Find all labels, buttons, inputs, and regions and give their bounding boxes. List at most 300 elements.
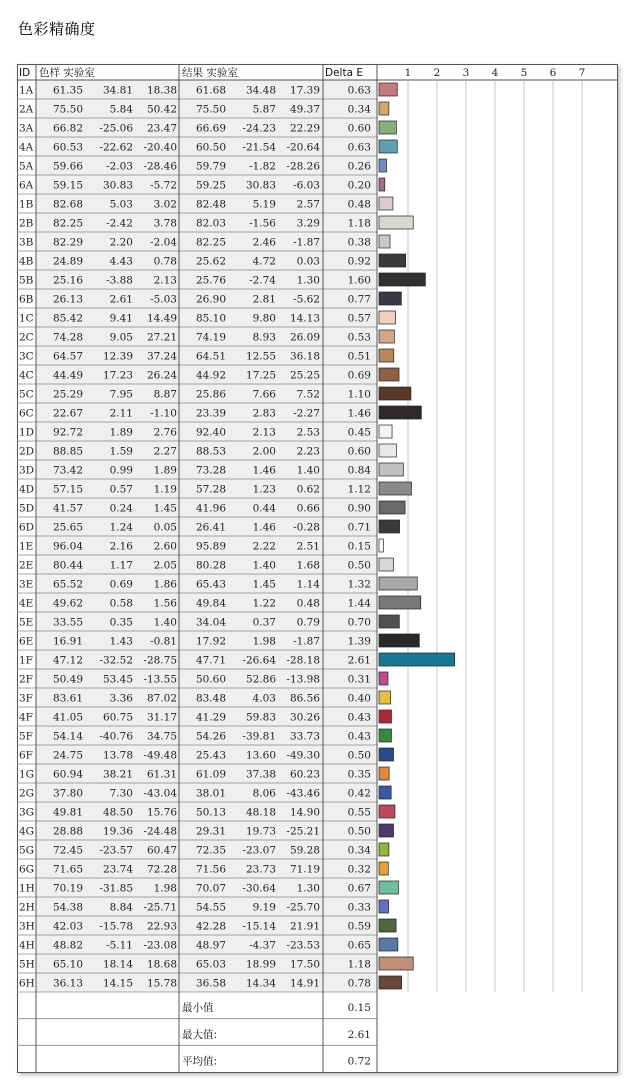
delta-e-bar <box>379 957 413 970</box>
delta-e-bar <box>379 254 406 267</box>
delta-e-value: 1.60 <box>347 274 371 287</box>
target-lab-value: 28.88 <box>52 825 83 838</box>
x-tick-label: 7 <box>578 67 586 79</box>
footer-label: 最小值 <box>182 1002 214 1015</box>
row-id: 5H <box>19 958 35 971</box>
target-lab-value: -28.75 <box>143 654 177 667</box>
result-lab-value: 38.01 <box>195 787 226 800</box>
result-lab-value: 37.38 <box>245 768 276 781</box>
row-id: 4E <box>19 597 34 610</box>
result-lab-value: 1.46 <box>252 464 276 477</box>
result-lab-value: 5.87 <box>252 103 276 116</box>
target-lab-value: 1.24 <box>109 521 133 534</box>
target-lab-value: 59.15 <box>52 179 83 192</box>
x-tick-label: 5 <box>520 67 528 79</box>
result-lab-value: 2.13 <box>252 426 276 439</box>
target-lab-value: 73.42 <box>52 464 83 477</box>
delta-e-value: 0.40 <box>347 692 371 705</box>
x-tick-label: 1 <box>404 67 412 79</box>
row-id: 6F <box>19 749 33 762</box>
delta-e-value: 0.77 <box>347 293 371 306</box>
result-lab-value: 48.97 <box>195 939 226 952</box>
target-lab-value: 0.69 <box>109 578 133 591</box>
delta-e-value: 0.65 <box>347 939 371 952</box>
target-lab-value: 75.50 <box>52 103 83 116</box>
header-result: 结果 实验室 <box>182 67 238 79</box>
delta-e-value: 1.12 <box>347 483 371 496</box>
target-lab-value: 2.11 <box>109 407 133 420</box>
result-lab-value: 1.98 <box>252 635 276 648</box>
target-lab-value: 17.23 <box>102 369 133 382</box>
result-lab-value: -43.46 <box>286 787 320 800</box>
target-lab-value: 1.19 <box>153 483 177 496</box>
delta-e-bar <box>379 444 396 457</box>
result-lab-value: 4.72 <box>252 255 276 268</box>
row-id: 1E <box>19 540 34 553</box>
target-lab-value: 61.31 <box>146 768 177 781</box>
result-lab-value: 0.03 <box>296 255 320 268</box>
target-lab-value: 0.99 <box>109 464 133 477</box>
delta-e-value: 1.10 <box>347 388 371 401</box>
result-lab-value: 71.56 <box>195 863 226 876</box>
result-lab-value: 2.51 <box>296 540 320 553</box>
delta-e-bar <box>379 634 419 647</box>
result-lab-value: 12.55 <box>245 350 276 363</box>
row-id: 3H <box>19 920 35 933</box>
row-id: 1G <box>19 768 35 781</box>
result-lab-value: -24.23 <box>242 122 276 135</box>
delta-e-value: 0.53 <box>347 331 371 344</box>
footer-value: 0.72 <box>347 1055 371 1068</box>
result-lab-value: 42.28 <box>195 920 226 933</box>
target-lab-value: -2.04 <box>150 236 177 249</box>
result-lab-value: 34.48 <box>245 84 276 97</box>
target-lab-value: 50.49 <box>52 673 83 686</box>
delta-e-bar <box>379 672 388 685</box>
target-lab-value: 9.41 <box>109 312 133 325</box>
target-lab-value: 44.49 <box>52 369 83 382</box>
result-lab-value: 34.04 <box>195 616 226 629</box>
result-lab-value: -1.87 <box>293 236 320 249</box>
target-lab-value: 2.27 <box>153 445 177 458</box>
header-delta: Delta E <box>325 67 363 79</box>
row-id: 3D <box>19 464 35 477</box>
target-lab-value: 60.53 <box>52 141 83 154</box>
x-tick-label: 2 <box>433 67 441 79</box>
target-lab-value: 1.17 <box>109 559 133 572</box>
x-tick-label: 4 <box>491 67 499 79</box>
result-lab-value: 13.60 <box>245 749 276 762</box>
target-lab-value: 22.93 <box>146 920 177 933</box>
delta-e-value: 0.55 <box>347 806 371 819</box>
delta-e-bar <box>379 976 402 989</box>
result-lab-value: 23.73 <box>245 863 276 876</box>
result-lab-value: 0.37 <box>252 616 276 629</box>
result-lab-value: 75.50 <box>195 103 226 116</box>
delta-e-value: 0.34 <box>347 844 371 857</box>
target-lab-value: 47.12 <box>52 654 83 667</box>
result-lab-value: 25.86 <box>195 388 226 401</box>
row-id: 2G <box>19 787 35 800</box>
result-lab-value: 49.37 <box>289 103 320 116</box>
result-lab-value: 0.48 <box>296 597 320 610</box>
result-lab-value: 83.48 <box>195 692 226 705</box>
target-lab-value: 27.21 <box>146 331 177 344</box>
result-lab-value: 7.66 <box>252 388 276 401</box>
result-lab-value: 9.80 <box>252 312 276 325</box>
delta-e-value: 0.31 <box>347 673 371 686</box>
target-lab-value: 72.45 <box>52 844 83 857</box>
page-title: 色彩精确度 <box>18 20 96 38</box>
target-lab-value: 2.60 <box>153 540 177 553</box>
result-lab-value: 1.30 <box>296 274 320 287</box>
result-lab-value: 41.29 <box>195 711 226 724</box>
target-lab-value: 0.58 <box>109 597 133 610</box>
delta-e-bar <box>379 482 411 495</box>
result-lab-value: 30.83 <box>245 179 276 192</box>
target-lab-value: -2.03 <box>106 160 133 173</box>
delta-e-value: 0.63 <box>347 84 371 97</box>
target-lab-value: 18.38 <box>146 84 177 97</box>
target-lab-value: 1.59 <box>109 445 133 458</box>
target-lab-value: -23.57 <box>99 844 133 857</box>
delta-e-bar <box>379 292 401 305</box>
delta-e-value: 1.32 <box>347 578 371 591</box>
row-id: 3E <box>19 578 34 591</box>
target-lab-value: 54.14 <box>52 730 83 743</box>
result-lab-value: 54.26 <box>195 730 226 743</box>
row-id: 6H <box>19 977 35 990</box>
target-lab-value: 50.42 <box>146 103 177 116</box>
target-lab-value: 41.57 <box>52 502 83 515</box>
delta-e-value: 0.60 <box>347 445 371 458</box>
result-lab-value: -13.98 <box>286 673 320 686</box>
target-lab-value: 60.94 <box>52 768 83 781</box>
target-lab-value: -5.72 <box>150 179 177 192</box>
target-lab-value: 41.05 <box>52 711 83 724</box>
result-lab-value: 14.13 <box>289 312 320 325</box>
target-lab-value: 49.81 <box>52 806 83 819</box>
target-lab-value: -2.42 <box>106 217 133 230</box>
result-lab-value: 25.62 <box>195 255 226 268</box>
target-lab-value: 31.17 <box>146 711 177 724</box>
result-lab-value: 52.86 <box>245 673 276 686</box>
delta-e-bar <box>379 862 388 875</box>
delta-e-value: 0.63 <box>347 141 371 154</box>
target-lab-value: 30.83 <box>102 179 133 192</box>
target-lab-value: 82.68 <box>52 198 83 211</box>
row-id: 4D <box>19 483 35 496</box>
target-lab-value: -25.06 <box>99 122 133 135</box>
target-lab-value: 53.45 <box>102 673 133 686</box>
target-lab-value: 65.52 <box>52 578 83 591</box>
target-lab-value: 2.20 <box>109 236 133 249</box>
delta-e-value: 0.50 <box>347 559 371 572</box>
target-lab-value: 4.43 <box>109 255 133 268</box>
delta-e-bar <box>379 121 396 134</box>
result-lab-value: 23.39 <box>195 407 226 420</box>
row-id: 2B <box>19 217 34 230</box>
result-lab-value: 36.58 <box>195 977 226 990</box>
target-lab-value: 0.35 <box>109 616 133 629</box>
footer-label: 平均值: <box>182 1055 218 1068</box>
target-lab-value: 34.75 <box>146 730 177 743</box>
delta-e-value: 0.34 <box>347 103 371 116</box>
target-lab-value: 57.15 <box>52 483 83 496</box>
result-lab-value: 14.91 <box>289 977 320 990</box>
target-lab-value: 25.65 <box>52 521 83 534</box>
target-lab-value: 48.50 <box>102 806 133 819</box>
target-lab-value: 61.35 <box>52 84 83 97</box>
target-lab-value: -25.71 <box>143 901 177 914</box>
row-id: 6C <box>19 407 34 420</box>
target-lab-value: 9.05 <box>109 331 133 344</box>
result-lab-value: 82.25 <box>195 236 226 249</box>
result-lab-value: 88.53 <box>195 445 226 458</box>
result-lab-value: 5.19 <box>252 198 276 211</box>
delta-e-value: 0.51 <box>347 350 371 363</box>
result-lab-value: 4.03 <box>252 692 276 705</box>
target-lab-value: 82.29 <box>52 236 83 249</box>
delta-e-value: 1.39 <box>347 635 371 648</box>
result-lab-value: -26.64 <box>242 654 276 667</box>
row-id: 3G <box>19 806 35 819</box>
delta-e-bar <box>379 501 405 514</box>
delta-e-bar <box>379 824 394 837</box>
result-lab-value: -28.18 <box>286 654 320 667</box>
row-id: 1H <box>19 882 35 895</box>
row-id: 2C <box>19 331 34 344</box>
result-lab-value: -2.27 <box>293 407 320 420</box>
target-lab-value: -5.11 <box>106 939 133 952</box>
delta-e-bar <box>379 102 389 115</box>
delta-e-bar <box>379 805 395 818</box>
x-tick-label: 3 <box>462 67 470 79</box>
delta-e-bar <box>379 653 455 666</box>
target-lab-value: 19.36 <box>102 825 133 838</box>
target-lab-value: 2.13 <box>153 274 177 287</box>
target-lab-value: 24.75 <box>52 749 83 762</box>
target-lab-value: 15.76 <box>146 806 177 819</box>
result-lab-value: 14.34 <box>245 977 276 990</box>
row-id: 6D <box>19 521 35 534</box>
delta-e-bar <box>379 520 400 533</box>
result-lab-value: 17.92 <box>195 635 226 648</box>
header-id: ID <box>19 67 31 79</box>
row-id: 1B <box>19 198 34 211</box>
result-lab-value: 2.23 <box>296 445 320 458</box>
row-id: 3C <box>19 350 34 363</box>
target-lab-value: 33.55 <box>52 616 83 629</box>
row-id: 6B <box>19 293 34 306</box>
result-lab-value: 30.26 <box>289 711 320 724</box>
result-lab-value: 1.30 <box>296 882 320 895</box>
target-lab-value: 7.30 <box>109 787 133 800</box>
row-id: 2F <box>19 673 33 686</box>
result-lab-value: 0.79 <box>296 616 320 629</box>
target-lab-value: 85.42 <box>52 312 83 325</box>
delta-e-bar <box>379 463 403 476</box>
delta-e-bar <box>379 596 421 609</box>
row-id: 5D <box>19 502 35 515</box>
target-lab-value: 60.75 <box>102 711 133 724</box>
row-id: 5F <box>19 730 33 743</box>
target-lab-value: 3.36 <box>109 692 133 705</box>
target-lab-value: 88.85 <box>52 445 83 458</box>
row-id: 6A <box>19 179 34 192</box>
delta-e-value: 2.61 <box>347 654 371 667</box>
row-id: 3B <box>19 236 34 249</box>
target-lab-value: 37.80 <box>52 787 83 800</box>
target-lab-value: 8.84 <box>109 901 133 914</box>
target-lab-value: -24.48 <box>143 825 177 838</box>
result-lab-value: 9.19 <box>252 901 276 914</box>
result-lab-value: 1.68 <box>296 559 320 572</box>
target-lab-value: -20.40 <box>143 141 177 154</box>
result-lab-value: -25.21 <box>286 825 320 838</box>
target-lab-value: 83.61 <box>52 692 83 705</box>
row-id: 5B <box>19 274 34 287</box>
delta-e-bar <box>379 330 394 343</box>
delta-e-bar <box>379 273 425 286</box>
target-lab-value: 8.87 <box>153 388 177 401</box>
result-lab-value: 49.84 <box>195 597 226 610</box>
delta-e-bar <box>379 729 391 742</box>
target-lab-value: 7.95 <box>109 388 133 401</box>
result-lab-value: 17.50 <box>289 958 320 971</box>
delta-e-bar <box>379 311 396 324</box>
result-lab-value: -25.70 <box>286 901 320 914</box>
target-lab-value: 66.82 <box>52 122 83 135</box>
delta-e-bar <box>379 368 399 381</box>
row-id: 3A <box>19 122 34 135</box>
target-lab-value: -15.78 <box>99 920 133 933</box>
result-lab-value: 2.46 <box>252 236 276 249</box>
result-lab-value: 74.19 <box>195 331 226 344</box>
delta-e-bar <box>379 140 397 153</box>
delta-e-bar <box>379 691 391 704</box>
target-lab-value: 87.02 <box>146 692 177 705</box>
target-lab-value: 80.44 <box>52 559 83 572</box>
result-lab-value: 26.90 <box>195 293 226 306</box>
target-lab-value: 2.16 <box>109 540 133 553</box>
target-lab-value: 16.91 <box>52 635 83 648</box>
result-lab-value: 14.90 <box>289 806 320 819</box>
delta-e-bar <box>379 349 394 362</box>
result-lab-value: 2.83 <box>252 407 276 420</box>
delta-e-value: 0.50 <box>347 825 371 838</box>
target-lab-value: 25.29 <box>52 388 83 401</box>
target-lab-value: 42.03 <box>52 920 83 933</box>
result-lab-value: 82.48 <box>195 198 226 211</box>
row-id: 5C <box>19 388 34 401</box>
result-lab-value: 61.09 <box>195 768 226 781</box>
target-lab-value: 1.98 <box>153 882 177 895</box>
result-lab-value: 2.00 <box>252 445 276 458</box>
delta-e-value: 0.26 <box>347 160 371 173</box>
result-lab-value: 92.40 <box>195 426 226 439</box>
row-id: 1F <box>19 654 33 667</box>
target-lab-value: 1.89 <box>153 464 177 477</box>
target-lab-value: 65.10 <box>52 958 83 971</box>
target-lab-value: 12.39 <box>102 350 133 363</box>
target-lab-value: 38.21 <box>102 768 133 781</box>
result-lab-value: -4.37 <box>249 939 276 952</box>
target-lab-value: -31.85 <box>99 882 133 895</box>
target-lab-value: 64.57 <box>52 350 83 363</box>
delta-e-bar <box>379 387 411 400</box>
result-lab-value: 57.28 <box>195 483 226 496</box>
row-id: 6G <box>19 863 35 876</box>
result-lab-value: 8.06 <box>252 787 276 800</box>
result-lab-value: 1.45 <box>252 578 276 591</box>
target-lab-value: 48.82 <box>52 939 83 952</box>
target-lab-value: 71.65 <box>52 863 83 876</box>
target-lab-value: 2.76 <box>153 426 177 439</box>
target-lab-value: -32.52 <box>99 654 133 667</box>
delta-e-value: 0.15 <box>347 540 371 553</box>
delta-e-value: 0.42 <box>347 787 371 800</box>
row-id: 5A <box>19 160 34 173</box>
delta-e-bar <box>379 900 389 913</box>
delta-e-value: 0.78 <box>347 977 371 990</box>
target-lab-value: 14.15 <box>102 977 133 990</box>
result-lab-value: -21.54 <box>242 141 276 154</box>
result-lab-value: 17.39 <box>289 84 320 97</box>
result-lab-value: 48.18 <box>245 806 276 819</box>
delta-e-value: 0.38 <box>347 236 371 249</box>
delta-e-value: 0.20 <box>347 179 371 192</box>
row-id: 4A <box>19 141 34 154</box>
row-id: 2E <box>19 559 34 572</box>
result-lab-value: -30.64 <box>242 882 276 895</box>
result-lab-value: 44.92 <box>195 369 226 382</box>
target-lab-value: -23.08 <box>143 939 177 952</box>
delta-e-value: 0.67 <box>347 882 371 895</box>
result-lab-value: 21.91 <box>289 920 320 933</box>
target-lab-value: -22.62 <box>99 141 133 154</box>
footer-label: 最大值: <box>182 1028 218 1041</box>
result-lab-value: 1.14 <box>296 578 320 591</box>
target-lab-value: 23.74 <box>102 863 133 876</box>
result-lab-value: 1.23 <box>252 483 276 496</box>
delta-e-value: 1.18 <box>347 217 371 230</box>
result-lab-value: 0.62 <box>296 483 320 496</box>
delta-e-bar <box>379 786 391 799</box>
result-lab-value: 3.29 <box>296 217 320 230</box>
target-lab-value: 23.47 <box>146 122 177 135</box>
row-id: 6E <box>19 635 34 648</box>
result-lab-value: -0.28 <box>293 521 320 534</box>
result-lab-value: 50.60 <box>195 673 226 686</box>
result-lab-value: 82.03 <box>195 217 226 230</box>
target-lab-value: 49.62 <box>52 597 83 610</box>
target-lab-value: 70.19 <box>52 882 83 895</box>
header-target: 色样 实验室 <box>39 67 95 79</box>
delta-e-value: 0.32 <box>347 863 371 876</box>
color-accuracy-table <box>17 64 618 1073</box>
result-lab-value: 25.25 <box>289 369 320 382</box>
result-lab-value: -6.03 <box>293 179 320 192</box>
target-lab-value: 13.78 <box>102 749 133 762</box>
result-lab-value: 25.76 <box>195 274 226 287</box>
delta-e-value: 0.70 <box>347 616 371 629</box>
delta-e-bar <box>379 558 394 571</box>
delta-e-value: 0.43 <box>347 711 371 724</box>
result-lab-value: 22.29 <box>289 122 320 135</box>
delta-e-value: 0.33 <box>347 901 371 914</box>
result-lab-value: 86.56 <box>289 692 320 705</box>
